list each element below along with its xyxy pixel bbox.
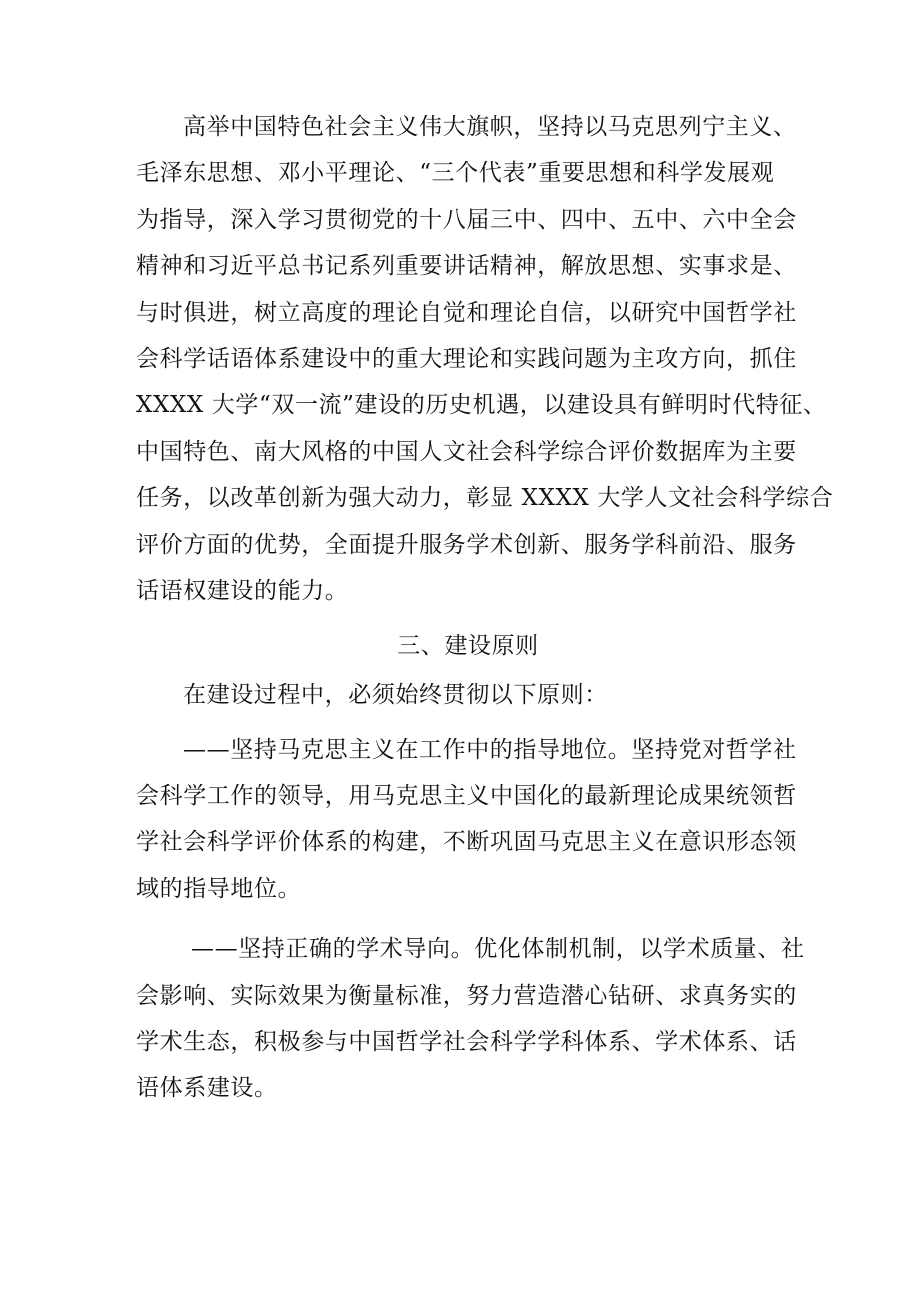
text-line: XXXX 大学“双一流”建设的历史机遇，以建设具有鲜明时代特征、 bbox=[136, 392, 827, 419]
text-line: 评价方面的优势，全面提升服务学术创新、服务学科前沿、服务 bbox=[136, 531, 797, 558]
text-line: 毛泽东思想、邓小平理论、“三个代表”重要思想和科学发展观 bbox=[136, 160, 775, 187]
text-line: 语体系建设。 bbox=[136, 1075, 278, 1102]
text-line: 在建设过程中，必须始终贯彻以下原则： bbox=[183, 682, 608, 709]
document-page bbox=[136, 104, 834, 1112]
text-line: 话语权建设的能力。 bbox=[136, 577, 349, 604]
section-heading: 三、建设原则 bbox=[397, 633, 539, 660]
paragraph-gap bbox=[136, 719, 792, 727]
text-line: 会科学工作的领导，用马克思主义中国化的最新理论成果统领哲 bbox=[136, 783, 797, 810]
text-line: ——坚持马克思主义在工作中的指导地位。坚持党对哲学社 bbox=[183, 736, 797, 763]
text-line: 学社会科学评价体系的构建，不断巩固马克思主义在意识形态领 bbox=[136, 829, 797, 856]
text-line: 与时俱进，树立高度的理论自觉和理论自信，以研究中国哲学社 bbox=[136, 299, 797, 326]
paragraph-guiding-ideology bbox=[136, 104, 834, 614]
text-line: 域的指导地位。 bbox=[136, 875, 302, 902]
paragraph-principle-academic-orientation bbox=[136, 926, 805, 1112]
text-line: 精神和习近平总书记系列重要讲话精神，解放思想、实事求是、 bbox=[136, 253, 797, 280]
text-line: 会科学话语体系建设中的重大理论和实践问题为主攻方向，抓住 bbox=[136, 345, 797, 372]
text-line: 学术生态，积极参与中国哲学社会科学学科体系、学术体系、话 bbox=[136, 1029, 797, 1056]
paragraph-principle-marxism bbox=[136, 727, 797, 913]
text-line: 高举中国特色社会主义伟大旗帜，坚持以马克思列宁主义、 bbox=[183, 114, 797, 140]
text-line: 任务，以改革创新为强大动力，彰显 XXXX 大学人文社会科学综合 bbox=[136, 485, 834, 512]
text-line: 中国特色、南大风格的中国人文社会科学综合评价数据库为主要 bbox=[136, 438, 797, 465]
text-line: 为指导，深入学习贯彻党的十八届三中、四中、五中、六中全会 bbox=[136, 206, 797, 233]
text-line: 会影响、实际效果为衡量标准，努力营造潜心钻研、求真务实的 bbox=[136, 982, 797, 1009]
text-line: ——坚持正确的学术导向。优化体制机制，以学术质量、社 bbox=[191, 936, 805, 963]
paragraph-gap bbox=[136, 912, 792, 926]
paragraph-principles-intro bbox=[136, 672, 792, 718]
